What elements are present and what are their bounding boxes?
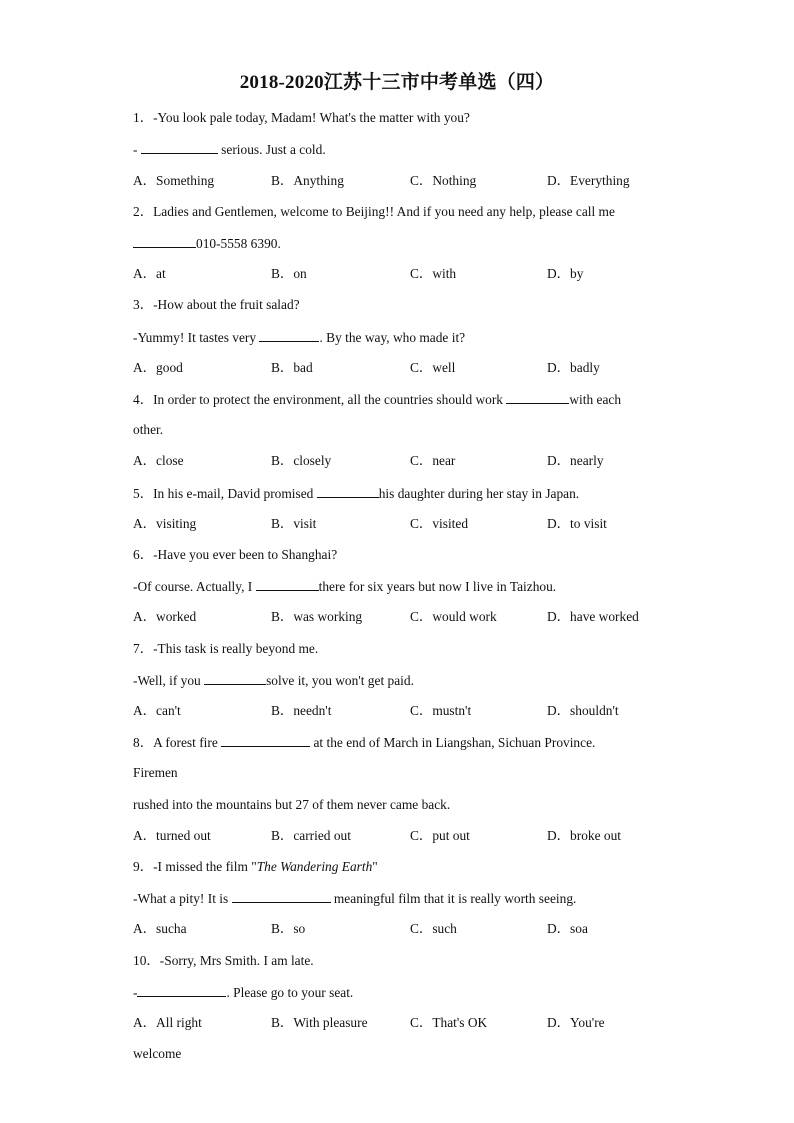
answer-blank bbox=[317, 485, 379, 498]
question-10-option-a: A．All right bbox=[133, 1015, 202, 1030]
question-6-option-b: B．was working bbox=[271, 609, 363, 624]
question-8-option-b: B．carried out bbox=[271, 828, 351, 843]
question-1-option-d: D．Everything bbox=[547, 173, 630, 188]
question-2-text: 2．Ladies and Gentlemen, welcome to Beijing!! And if you need any help, please call me bbox=[133, 204, 615, 219]
question-2-option-a: A．at bbox=[133, 266, 166, 281]
question-1-text: 1．-You look pale today, Madam! What's the matter with you? bbox=[133, 110, 470, 125]
question-6-option-a: A．worked bbox=[133, 609, 197, 624]
question-5-option-a: A．visiting bbox=[133, 516, 197, 531]
question-2-option-d: D．by bbox=[547, 266, 584, 281]
question-3-option-d: D．badly bbox=[547, 360, 600, 375]
question-3-option-b: B．bad bbox=[271, 360, 313, 375]
answer-blank bbox=[133, 235, 196, 248]
answer-blank bbox=[204, 672, 266, 685]
answer-blank bbox=[232, 890, 331, 903]
question-6-option-d: D．have worked bbox=[547, 609, 639, 624]
question-7-text: 7．-This task is really beyond me. bbox=[133, 641, 319, 656]
question-2-option-c: C．with bbox=[410, 266, 457, 281]
question-3-text: 3．-How about the fruit salad? bbox=[133, 297, 300, 312]
question-2-continuation: 010-5558 6390. bbox=[133, 235, 281, 252]
question-5-option-b: B．visit bbox=[271, 516, 317, 531]
question-10-option-c: C．That's OK bbox=[410, 1015, 488, 1030]
answer-blank bbox=[259, 329, 319, 342]
question-4-option-c: C．near bbox=[410, 453, 456, 468]
question-6-option-c: C．would work bbox=[410, 609, 497, 624]
question-3-answer-line: -Yummy! It tastes very . By the way, who made it? bbox=[133, 330, 466, 345]
question-8-continuation-2: rushed into the mountains but 27 of them never came back. bbox=[133, 797, 451, 812]
question-3-option-a: A．good bbox=[133, 360, 183, 375]
question-5-text: 5．In his e-mail, David promised his daughter during her stay in Japan. bbox=[133, 486, 580, 501]
question-4-option-d: D．nearly bbox=[547, 453, 604, 468]
question-1-option-a: A．Something bbox=[133, 173, 215, 188]
question-6-answer-line: -Of course. Actually, I there for six years but now I live in Taizhou. bbox=[133, 579, 557, 594]
question-10-text: 10．-Sorry, Mrs Smith. I am late. bbox=[133, 953, 314, 968]
question-9-option-c: C．such bbox=[410, 921, 457, 936]
question-4-option-a: A．close bbox=[133, 453, 184, 468]
question-6-text: 6．-Have you ever been to Shanghai? bbox=[133, 547, 338, 562]
question-10-option-d-continuation: welcome bbox=[133, 1046, 182, 1061]
question-1-option-c: C．Nothing bbox=[410, 173, 477, 188]
question-10-option-d: D．You're bbox=[547, 1015, 605, 1030]
question-4-text: 4．In order to protect the environment, all the countries should work with each bbox=[133, 392, 622, 407]
question-7-option-d: D．shouldn't bbox=[547, 703, 619, 718]
question-2-option-b: B．on bbox=[271, 266, 307, 281]
question-10-answer-line: - . Please go to your seat. bbox=[133, 985, 354, 1000]
question-8-continuation-1: Firemen bbox=[133, 765, 178, 780]
answer-blank bbox=[256, 578, 319, 591]
question-10-option-b: B．With pleasure bbox=[271, 1015, 368, 1030]
question-8-text: 8．A forest fire at the end of March in Liangshan, Sichuan Province. bbox=[133, 735, 596, 750]
question-1-option-b: B．Anything bbox=[271, 173, 344, 188]
page-title: 2018-2020江苏十三市中考单选（四） bbox=[239, 72, 555, 93]
question-3-option-c: C．well bbox=[410, 360, 456, 375]
question-5-option-c: C．visited bbox=[410, 516, 469, 531]
question-9-text: 9．-I missed the film "The Wandering Earth" bbox=[133, 859, 378, 874]
question-8-option-a: A．turned out bbox=[133, 828, 211, 843]
question-4-continuation: other. bbox=[133, 422, 164, 437]
question-1-answer-line: - serious. Just a cold. bbox=[133, 142, 326, 157]
question-4-option-b: B．closely bbox=[271, 453, 332, 468]
question-9-answer-line: -What a pity! It is meaningful film that it is really worth seeing. bbox=[133, 891, 577, 906]
question-5-option-d: D．to visit bbox=[547, 516, 607, 531]
question-8-option-d: D．broke out bbox=[547, 828, 622, 843]
answer-blank bbox=[137, 984, 226, 997]
question-9-option-a: A．sucha bbox=[133, 921, 187, 936]
question-9-option-d: D．soa bbox=[547, 921, 588, 936]
question-7-answer-line: -Well, if you solve it, you won't get paid. bbox=[133, 673, 414, 688]
question-7-option-a: A．can't bbox=[133, 703, 181, 718]
question-7-option-b: B．needn't bbox=[271, 703, 332, 718]
answer-blank bbox=[221, 734, 310, 747]
question-8-option-c: C．put out bbox=[410, 828, 470, 843]
question-9-option-b: B．so bbox=[271, 921, 306, 936]
answer-blank bbox=[141, 141, 218, 154]
film-title: The Wandering Earth bbox=[256, 859, 373, 874]
answer-blank bbox=[506, 391, 569, 404]
question-7-option-c: C．mustn't bbox=[410, 703, 472, 718]
